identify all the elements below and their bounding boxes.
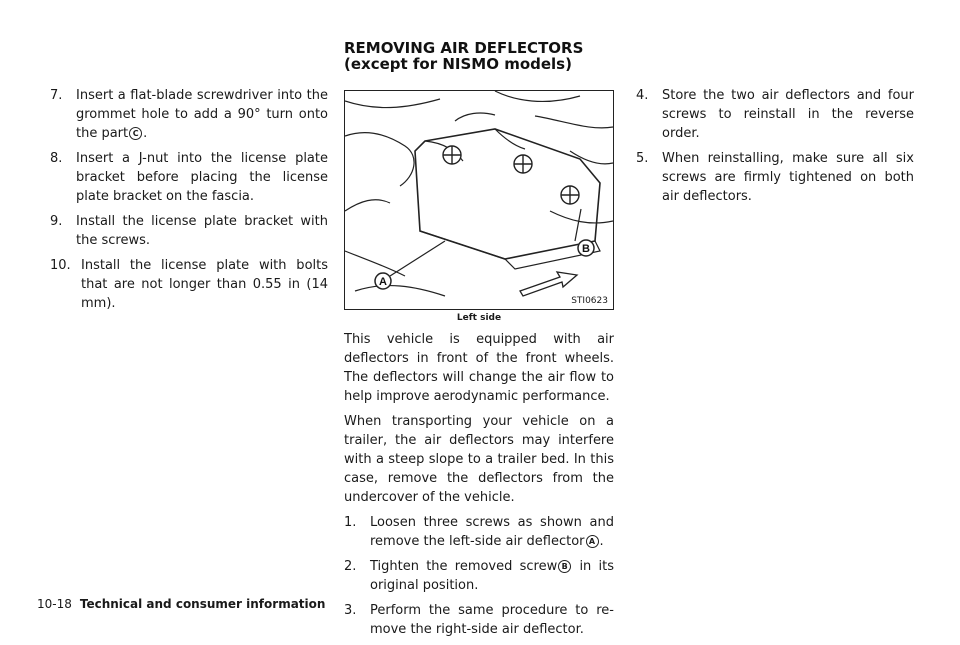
page-number: 10-18 [37, 597, 72, 611]
step-text: Install the license plate with bolts that are not longer than 0.55 in (14 mm). [81, 258, 328, 311]
right-column [636, 86, 914, 212]
step-number: 4. [636, 88, 649, 103]
step-text: Tighten the removed screw B in its original position. [370, 559, 614, 593]
step-item [344, 601, 614, 639]
step-number: 1. [344, 515, 357, 530]
step-item [344, 557, 614, 595]
figure-caption: Left side [456, 313, 502, 323]
step-number: 7. [50, 88, 63, 103]
air-deflector-illustration [344, 90, 614, 310]
left-column [50, 86, 328, 319]
page-footer [37, 598, 325, 611]
transport-paragraph: When transporting your vehicle on a trailer, the air deflectors may interfere with a steep slope to a trailer bed. In this case, remove the deflectors from the undercover of the vehicle. [344, 414, 614, 505]
step-item [50, 212, 328, 250]
middle-column [344, 90, 614, 645]
middle-step-list [344, 513, 614, 639]
step-number: 5. [636, 151, 649, 166]
callout-b-label: B [582, 243, 590, 255]
step-item [636, 86, 914, 143]
figure-code: STI0623 [571, 296, 608, 306]
step-text: Store the two air deflectors and four screws to reinstall in the reverse order. [662, 88, 914, 141]
callout-b-icon: B [558, 560, 571, 573]
callout-c-icon: C [129, 127, 142, 140]
step-text: Loosen three screws as shown and remove the left-side air deflector A . [370, 515, 614, 549]
step-item [50, 149, 328, 206]
step-number: 8. [50, 151, 63, 166]
step-text: Perform the same procedure to re-move the right-side air deflector. [370, 603, 614, 637]
step-number: 10. [50, 258, 71, 273]
step-number: 9. [50, 214, 63, 229]
right-step-list [636, 86, 914, 206]
callout-a-icon: A [586, 535, 599, 548]
step-text: Insert a J-nut into the license plate bracket before placing the license plate bracket on the fascia. [76, 151, 328, 204]
step-number: 2. [344, 559, 357, 574]
section-heading-line2: (except for NISMO models) [344, 55, 572, 73]
step-text: Install the license plate bracket with the screws. [76, 214, 328, 248]
step-number: 3. [344, 603, 357, 618]
step-item [344, 513, 614, 551]
footer-section-title: Technical and consumer information [79, 597, 326, 611]
step-item [50, 86, 328, 143]
section-heading [344, 40, 644, 72]
intro-paragraph: This vehicle is equipped with air deflectors in front of the front wheels. The deflectors will change the air flow to help improve aerodynamic performance. [344, 332, 614, 404]
step-text: Insert a flat-blade screwdriver into the grommet hole to add a 90° turn onto the part C . [76, 88, 328, 141]
left-step-list [50, 86, 328, 313]
section-heading-line1: REMOVING AIR DEFLECTORS [344, 39, 584, 57]
callout-a-label: A [379, 276, 387, 288]
step-item [636, 149, 914, 206]
step-text: When reinstalling, make sure all six screws are firmly tightened on both air deflectors. [662, 151, 914, 204]
deflector-drawing [345, 91, 613, 309]
step-item [50, 256, 328, 313]
